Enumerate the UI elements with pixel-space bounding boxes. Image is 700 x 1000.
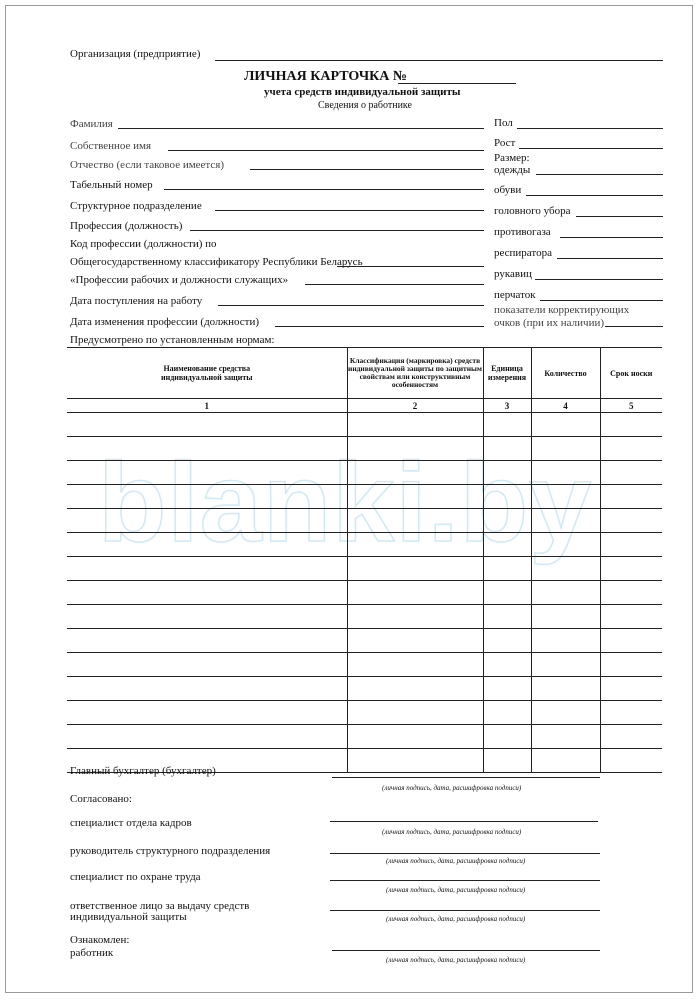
headwear-label: головного убора — [494, 205, 571, 217]
code-field-1[interactable] — [337, 266, 484, 267]
chief-accountant-sign-field[interactable] — [332, 777, 600, 778]
table-cell[interactable] — [483, 725, 531, 749]
profession-field[interactable] — [190, 230, 484, 231]
change-date-field[interactable] — [275, 326, 484, 327]
col-number: 3 — [483, 399, 531, 413]
table-cell[interactable] — [483, 509, 531, 533]
table-row — [67, 533, 662, 557]
profession-label: Профессия (должность) — [70, 220, 183, 232]
chief-accountant-label: Главный бухгалтер (бухгалтер) — [70, 765, 216, 777]
col-number: 4 — [531, 399, 600, 413]
table-row — [67, 461, 662, 485]
table-cell[interactable] — [347, 413, 483, 437]
size-label: Размер: — [494, 152, 530, 164]
table-cell[interactable] — [67, 629, 347, 653]
worker-label: работник — [70, 947, 114, 959]
table-cell[interactable] — [67, 437, 347, 461]
surname-label: Фамилия — [70, 118, 113, 130]
table-cell[interactable] — [531, 653, 600, 677]
norms-label: Предусмотрено по установленным нормам: — [70, 334, 275, 346]
hire-date-field[interactable] — [218, 305, 484, 306]
table-cell[interactable] — [347, 725, 483, 749]
headwear-field[interactable] — [576, 216, 663, 217]
table-cell[interactable] — [483, 485, 531, 509]
first-name-label: Собственное имя — [70, 140, 152, 152]
table-cell[interactable] — [67, 581, 347, 605]
dept-head-sign-field[interactable] — [330, 853, 600, 854]
table-cell[interactable] — [67, 533, 347, 557]
table-cell[interactable] — [347, 605, 483, 629]
table-cell[interactable] — [600, 461, 662, 485]
table-cell[interactable] — [347, 533, 483, 557]
table-cell[interactable] — [67, 557, 347, 581]
shoes-field[interactable] — [526, 195, 663, 196]
col-number: 5 — [600, 399, 662, 413]
table-row — [67, 653, 662, 677]
table-row — [67, 725, 662, 749]
org-field[interactable] — [215, 60, 663, 61]
change-date-label: Дата изменения профессии (должности) — [70, 316, 260, 328]
table-header-row — [67, 348, 662, 399]
table-number-row — [67, 399, 662, 413]
ppe-table — [67, 347, 662, 773]
table-row — [67, 629, 662, 653]
table-cell[interactable] — [531, 677, 600, 701]
department-field[interactable] — [215, 210, 484, 211]
table-cell[interactable] — [600, 509, 662, 533]
table-cell[interactable] — [67, 725, 347, 749]
table-cell[interactable] — [531, 725, 600, 749]
patronymic-label: Отчество (если таковое имеется) — [70, 159, 224, 171]
table-cell[interactable] — [483, 461, 531, 485]
table-cell[interactable] — [600, 437, 662, 461]
table-row — [67, 557, 662, 581]
table-cell[interactable] — [67, 485, 347, 509]
responsible-sign-field[interactable] — [330, 910, 600, 911]
gloves-label: перчаток — [494, 289, 536, 301]
sex-field[interactable] — [517, 128, 663, 129]
section-title: Сведения о работнике — [318, 100, 412, 111]
table-cell[interactable] — [531, 581, 600, 605]
table-cell[interactable] — [600, 749, 662, 773]
table-row — [67, 677, 662, 701]
table-cell[interactable] — [531, 437, 600, 461]
table-row — [67, 509, 662, 533]
table-cell[interactable] — [531, 461, 600, 485]
col-quantity: Количество — [531, 348, 600, 399]
agreed-label: Согласовано: — [70, 793, 132, 805]
hr-sign-field[interactable] — [330, 821, 598, 822]
table-cell[interactable] — [347, 581, 483, 605]
signature-hint: (личная подпись, дата, расшифровка подписи) — [386, 956, 526, 964]
table-cell[interactable] — [600, 533, 662, 557]
col-ppe-name: Наименование средства индивидуальной защиты — [67, 348, 347, 399]
table-cell[interactable] — [67, 701, 347, 725]
respirator-field[interactable] — [557, 258, 663, 259]
table-cell[interactable] — [531, 509, 600, 533]
table-cell[interactable] — [531, 485, 600, 509]
table-cell[interactable] — [483, 629, 531, 653]
table-cell[interactable] — [483, 701, 531, 725]
table-cell[interactable] — [531, 557, 600, 581]
table-cell[interactable] — [531, 749, 600, 773]
table-cell[interactable] — [483, 557, 531, 581]
mittens-field[interactable] — [535, 279, 663, 280]
hr-label: специалист отдела кадров — [70, 817, 192, 829]
code-label-1: Код профессии (должности) по — [70, 238, 217, 250]
table-cell[interactable] — [531, 605, 600, 629]
patronymic-field[interactable] — [250, 169, 484, 170]
code-label-2: Общегосударственному классификатору Республики Беларусь — [70, 256, 363, 268]
gloves-field[interactable] — [540, 300, 663, 301]
tab-number-label: Табельный номер — [70, 179, 153, 191]
table-cell[interactable] — [67, 653, 347, 677]
table-cell[interactable] — [67, 509, 347, 533]
acquainted-label: Ознакомлен: — [70, 934, 130, 946]
first-name-field[interactable] — [168, 150, 484, 151]
safety-label: специалист по охране труда — [70, 871, 201, 883]
code-field-2[interactable] — [305, 284, 484, 285]
hire-date-label: Дата поступления на работу — [70, 295, 203, 307]
responsible-label-2: индивидуальной защиты — [70, 911, 187, 923]
table-cell[interactable] — [531, 701, 600, 725]
table-cell[interactable] — [600, 701, 662, 725]
table-row — [67, 413, 662, 437]
table-cell[interactable] — [600, 557, 662, 581]
table-cell[interactable] — [347, 437, 483, 461]
table-cell[interactable] — [67, 413, 347, 437]
table-row — [67, 701, 662, 725]
table-cell[interactable] — [347, 485, 483, 509]
table-cell[interactable] — [483, 605, 531, 629]
table-cell[interactable] — [67, 677, 347, 701]
table-cell[interactable] — [600, 629, 662, 653]
table-cell[interactable] — [600, 725, 662, 749]
col-term: Срок носки — [600, 348, 662, 399]
table-row — [67, 437, 662, 461]
table-row — [67, 485, 662, 509]
clothes-field[interactable] — [536, 174, 663, 175]
table-cell[interactable] — [483, 677, 531, 701]
sex-label: Пол — [494, 117, 513, 129]
card-title: ЛИЧНАЯ КАРТОЧКА № — [244, 69, 407, 84]
mittens-label: рукавиц — [494, 268, 532, 280]
surname-field[interactable] — [118, 128, 484, 129]
table-cell[interactable] — [600, 581, 662, 605]
table-cell[interactable] — [600, 677, 662, 701]
table-cell[interactable] — [483, 581, 531, 605]
col-classification: Классификация (маркировка) средств индивидуальной защиты по защитным свойствам или конструктивным особенностям — [347, 348, 483, 399]
table-row — [67, 605, 662, 629]
code-label-3: «Профессии рабочих и должности служащих» — [70, 274, 289, 286]
table-cell[interactable] — [600, 485, 662, 509]
table-cell[interactable] — [67, 605, 347, 629]
worker-sign-field[interactable] — [332, 950, 600, 951]
glasses-label-1: показатели корректирующих — [494, 304, 630, 316]
signature-hint: (личная подпись, дата, расшифровка подписи) — [386, 886, 526, 894]
table-cell[interactable] — [531, 629, 600, 653]
table-cell[interactable] — [600, 605, 662, 629]
clothes-label: одежды — [494, 164, 531, 176]
department-label: Структурное подразделение — [70, 200, 202, 212]
signature-hint: (личная подпись, дата, расшифровка подписи) — [382, 828, 522, 836]
table-cell[interactable] — [347, 509, 483, 533]
dept-head-label: руководитель структурного подразделения — [70, 845, 271, 857]
table-cell[interactable] — [483, 749, 531, 773]
card-number-field[interactable] — [398, 83, 516, 84]
glasses-label-2: очков (при их наличии) — [494, 317, 605, 329]
respirator-label: респиратора — [494, 247, 552, 259]
table-cell[interactable] — [347, 653, 483, 677]
table-cell[interactable] — [347, 749, 483, 773]
height-field[interactable] — [519, 148, 663, 149]
col-unit: Единица измерения — [483, 348, 531, 399]
table-cell[interactable] — [347, 677, 483, 701]
table-cell[interactable] — [483, 653, 531, 677]
gasmask-field[interactable] — [560, 237, 663, 238]
glasses-field[interactable] — [605, 326, 663, 327]
table-cell[interactable] — [600, 653, 662, 677]
signature-hint: (личная подпись, дата, расшифровка подписи) — [386, 857, 526, 865]
table-cell[interactable] — [531, 533, 600, 557]
col-number: 1 — [67, 399, 347, 413]
table-cell[interactable] — [347, 557, 483, 581]
shoes-label: обуви — [494, 184, 522, 196]
watermark-logo: blanki.by — [98, 440, 593, 565]
table-cell[interactable] — [483, 437, 531, 461]
table-cell[interactable] — [483, 533, 531, 557]
tab-number-field[interactable] — [164, 189, 484, 190]
table-cell[interactable] — [600, 413, 662, 437]
table-cell[interactable] — [347, 629, 483, 653]
col-number: 2 — [347, 399, 483, 413]
responsible-label-1: ответственное лицо за выдачу средств — [70, 900, 250, 912]
org-label: Организация (предприятие) — [70, 48, 201, 60]
signature-hint: (личная подпись, дата, расшифровка подписи) — [386, 915, 526, 923]
signature-hint: (личная подпись, дата, расшифровка подписи) — [382, 784, 522, 792]
height-label: Рост — [494, 137, 516, 149]
table-cell[interactable] — [483, 413, 531, 437]
table-cell[interactable] — [347, 461, 483, 485]
table-cell[interactable] — [347, 701, 483, 725]
safety-sign-field[interactable] — [330, 880, 600, 881]
table-row — [67, 581, 662, 605]
gasmask-label: противогаза — [494, 226, 551, 238]
table-cell[interactable] — [67, 461, 347, 485]
table-cell[interactable] — [531, 413, 600, 437]
card-subtitle: учета средств индивидуальной защиты — [264, 86, 461, 98]
